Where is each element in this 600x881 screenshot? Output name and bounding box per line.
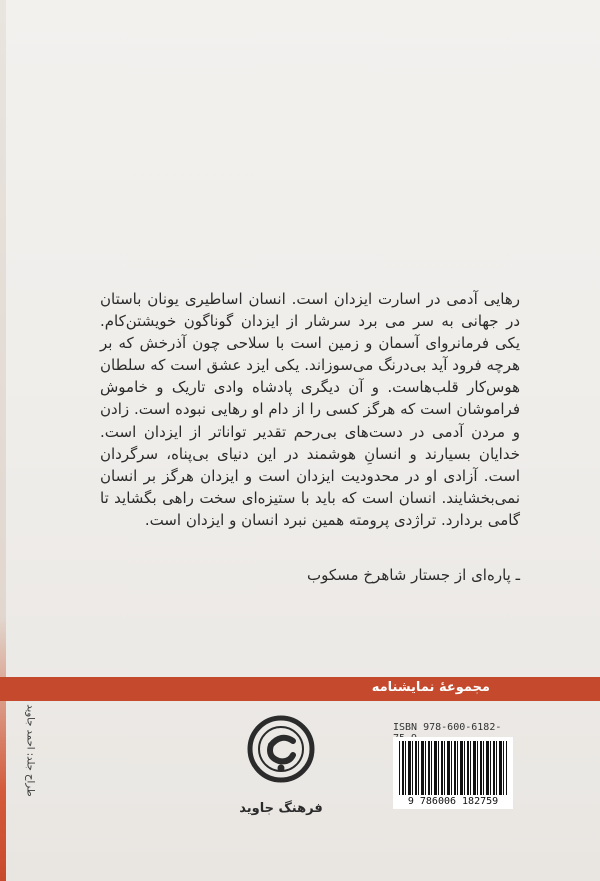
barcode-bars [399, 741, 507, 795]
blurb-attribution: ـ پاره‌ای از جستار شاهرخ مسکوب [307, 566, 520, 584]
blurb-paragraph: رهایی آدمی در اسارت ایزدان است. انسان اساطیری یونان باستان در جهانی به سر می برد سرشار از ایزدان گوناگون خویشتن‌کام. یکی فرمانروای آسمان و زمین است با سلاحی چون آذرخش که بر هرچه فرود آید بی‌درنگ می‌سوزاند. یکی ایزد عشق است که سلطان هوس‌کار قلب‌هاست. و آن دیگری پادشاه وادی تاریک و خاموش فراموشان است که هرگز کسی را از دام او رهایی نبوده است. زادن و مردن آدمی در دست‌های بی‌رحم تقدیر تواناتر از ایزدان است. خدایان بسیارند و انسانِ هوشمند در این دنیای بی‌پناه، سرگردان است. آزادی او در محدودیت ایزدان است و ایزدان هرگز بر انسان نمی‌بخشایند. انسان است که باید با ستیزه‌ای سخت راهی بگشاید تا گامی بردارد. تراژدی پرومته همین نبرد انسان و ایزدان است. [100, 290, 520, 529]
publisher-name: فرهنگ جاوید [239, 801, 323, 816]
publisher-logo-icon [245, 713, 317, 799]
cover-designer-credit: طراح جلد: احمد جاوید [24, 704, 36, 797]
barcode [393, 737, 513, 809]
series-label: مجموعهٔ نمایشنامه [371, 680, 490, 695]
isbn-text: ISBN 978-600-6182- [393, 722, 502, 733]
spine-edge [0, 0, 6, 881]
series-band [0, 677, 600, 701]
barcode-digits: 9 786006 182759 [407, 796, 499, 807]
